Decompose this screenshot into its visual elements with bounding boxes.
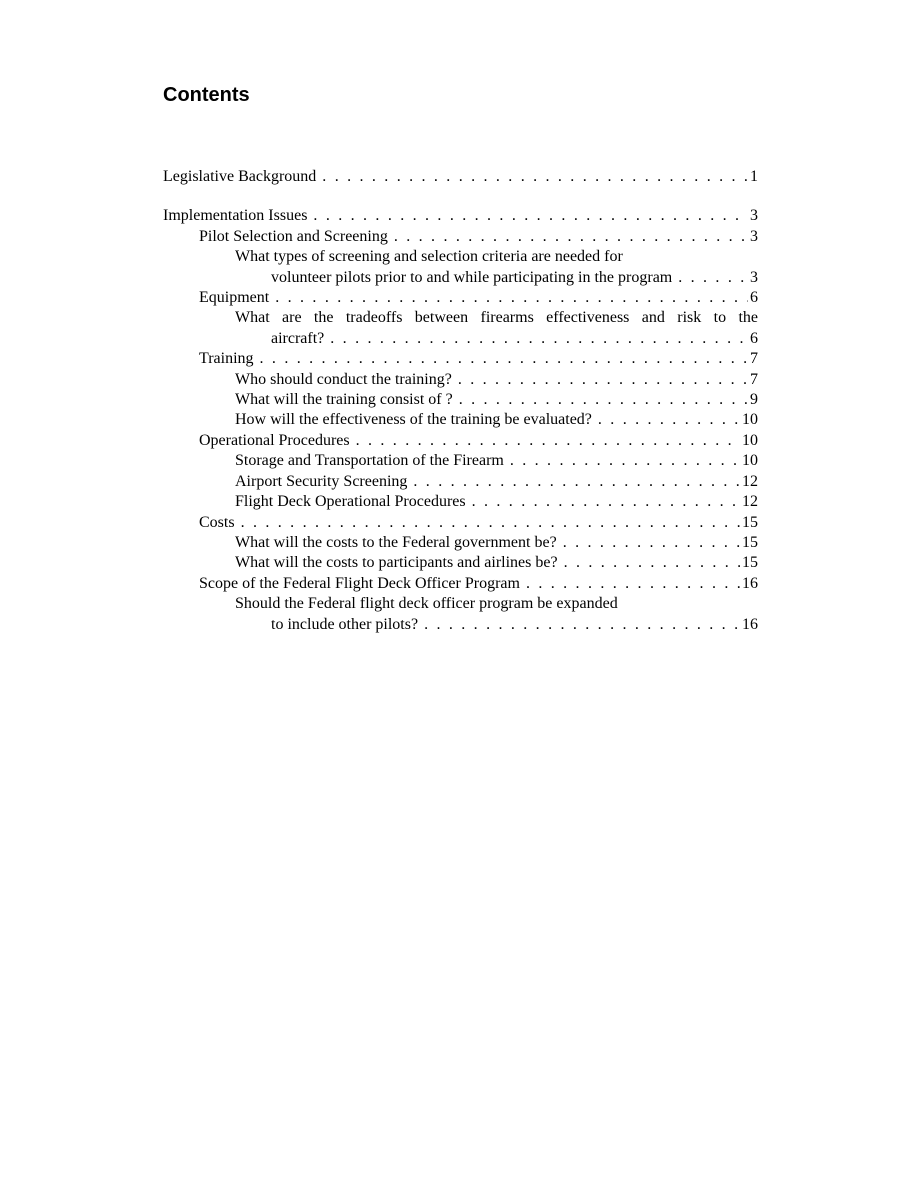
toc-entry-text-continued: volunteer pilots prior to and while participating in the program [271, 268, 673, 286]
toc-entry-training[interactable] [163, 349, 758, 369]
dot-leader [330, 329, 748, 349]
toc-entry-federal-costs[interactable] [163, 533, 758, 553]
dot-leader [275, 288, 748, 308]
toc-entry-text: Costs [199, 513, 235, 531]
toc-page-number: 6 [750, 289, 758, 307]
toc-page-number: 7 [750, 370, 758, 388]
toc-page-number: 3 [750, 268, 758, 286]
dot-leader [678, 268, 748, 288]
toc-page-number: 15 [742, 533, 758, 551]
dot-leader [598, 410, 740, 430]
toc-entry-operational-procedures[interactable] [163, 431, 758, 451]
dot-leader [413, 472, 740, 492]
toc-page-number: 15 [742, 513, 758, 531]
dot-leader [260, 349, 748, 369]
toc-entry-storage-transportation[interactable] [163, 451, 758, 471]
toc-page-number: 9 [750, 391, 758, 409]
dot-leader [424, 615, 740, 635]
toc-page-number: 16 [742, 615, 758, 633]
toc-entry-implementation-issues[interactable] [163, 206, 758, 226]
toc-entry-text: Implementation Issues [163, 207, 308, 225]
toc-entry-airport-security[interactable] [163, 472, 758, 492]
toc-entry-participant-costs[interactable] [163, 553, 758, 573]
dot-leader [510, 451, 740, 471]
toc-entry-text: Legislative Background [163, 168, 317, 185]
toc-entry-text: What will the training consist of ? [235, 391, 453, 409]
toc-page-number: 10 [742, 452, 758, 470]
dot-leader [394, 227, 748, 247]
toc-entry-text: How will the effectiveness of the training be evaluated? [235, 411, 592, 429]
toc-entry-equipment[interactable] [163, 288, 758, 308]
toc-entry-text: Scope of the Federal Flight Deck Officer Program [199, 574, 520, 592]
toc-entry-text: Pilot Selection and Screening [199, 227, 388, 245]
toc-entry-pilot-selection[interactable] [163, 227, 758, 247]
toc-entry-text-continued: aircraft? [271, 329, 325, 347]
toc-entry-who-conducts-training[interactable] [163, 370, 758, 390]
toc-entry-text: Flight Deck Operational Procedures [235, 493, 466, 511]
toc-page-number: 7 [750, 350, 758, 368]
toc-entry-screening-criteria[interactable] [163, 247, 758, 288]
dot-leader [458, 370, 748, 390]
toc-entry-legislative-background[interactable] [163, 167, 758, 187]
toc-page-number: 12 [742, 493, 758, 511]
toc-page-number: 6 [750, 329, 758, 347]
dot-leader [322, 167, 748, 187]
toc-entry-text: What are the tradeoffs between firearms effectiveness and risk to the [235, 309, 758, 327]
toc-entry-text: What types of screening and selection criteria are needed for [235, 248, 623, 266]
toc-entry-costs[interactable] [163, 513, 758, 533]
toc-entry-flight-deck-procedures[interactable] [163, 492, 758, 512]
toc-page-number: 3 [750, 207, 758, 225]
toc-entry-text-continued: to include other pilots? [271, 615, 419, 633]
dot-leader [472, 492, 740, 512]
toc-entry-training-content[interactable] [163, 390, 758, 410]
toc-entry-text: Equipment [199, 289, 270, 307]
dot-leader [241, 513, 740, 533]
toc-entry-text: Training [199, 350, 254, 368]
toc-entry-firearms-tradeoffs[interactable] [163, 308, 758, 349]
dot-leader [459, 390, 748, 410]
toc-entry-program-expansion[interactable] [163, 594, 758, 635]
toc-page-number: 10 [742, 431, 758, 449]
toc-page-number: 1 [750, 168, 758, 185]
dot-leader [356, 431, 740, 451]
toc-entry-text: Storage and Transportation of the Firearm [235, 452, 504, 470]
dot-leader [526, 574, 740, 594]
toc-entry-training-evaluation[interactable] [163, 410, 758, 430]
toc-page-number: 15 [742, 554, 758, 572]
page-title: Contents [163, 84, 250, 106]
toc-entry-text: What will the costs to the Federal government be? [235, 533, 557, 551]
toc-entry-program-scope[interactable] [163, 574, 758, 594]
toc-page-number: 10 [742, 411, 758, 429]
dot-leader [564, 553, 740, 573]
toc-entry-text: Operational Procedures [199, 431, 350, 449]
toc-page-number: 12 [742, 472, 758, 490]
toc-entry-text: What will the costs to participants and airlines be? [235, 554, 558, 572]
toc-page-number: 16 [742, 574, 758, 592]
toc-page-number: 3 [750, 227, 758, 245]
table-of-contents [163, 167, 758, 635]
dot-leader [313, 206, 748, 226]
toc-entry-text: Should the Federal flight deck officer program be expanded [235, 595, 618, 613]
dot-leader [563, 533, 740, 553]
toc-entry-text: Who should conduct the training? [235, 370, 452, 388]
toc-entry-text: Airport Security Screening [235, 472, 408, 490]
